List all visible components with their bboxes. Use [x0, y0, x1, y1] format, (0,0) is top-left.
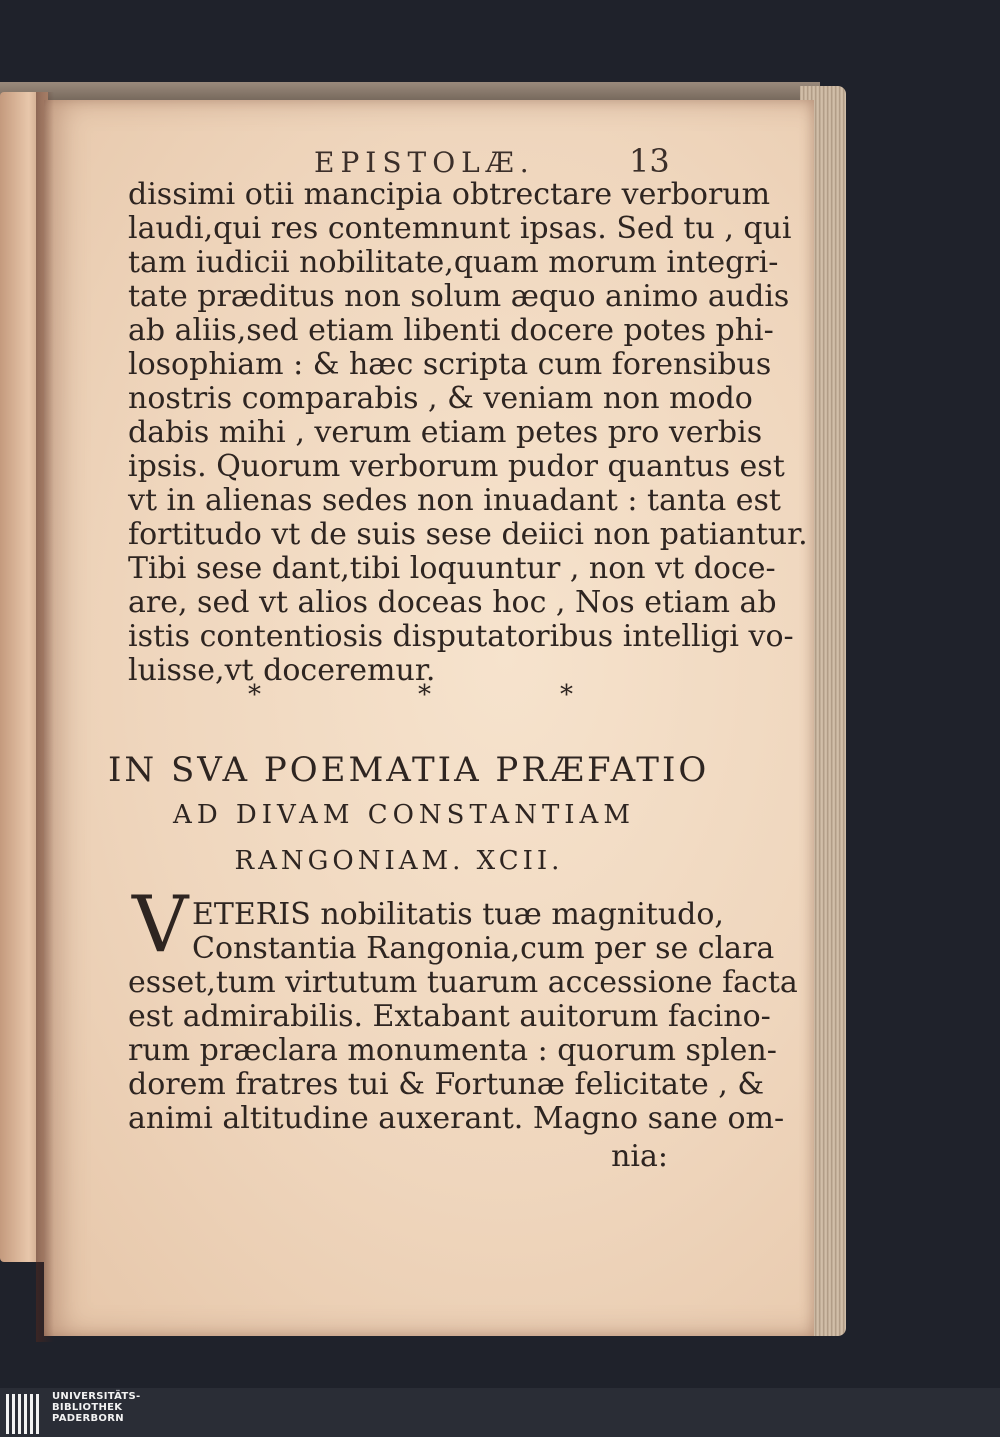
letter-line: esset,tum virtutum tuarum accessione facta	[128, 965, 798, 1000]
body-line: tate præditus non solum æquo animo audis	[128, 279, 790, 314]
body-line: luisse,vt doceremur.	[128, 653, 436, 688]
body-line: losophiam : & hæc scripta cum forensibus	[128, 347, 772, 382]
body-line: nostris comparabis , & veniam non modo	[128, 381, 753, 416]
running-head: EPISTOLÆ.	[314, 146, 535, 179]
letter-line: dorem fratres tui & Fortunæ felicitate , &	[128, 1067, 765, 1102]
letter-line: animi altitudine auxerant. Magno sane om-	[128, 1101, 785, 1136]
body-line: dissimi otii mancipia obtrectare verborum	[128, 177, 771, 212]
letter-line: est admirabilis. Extabant auitorum facino-	[128, 999, 771, 1034]
page-number: 13	[629, 142, 670, 180]
section-subheading: AD DIVAM CONSTANTIAM	[173, 800, 635, 830]
library-logo-icon	[6, 1394, 46, 1434]
footer-bar	[0, 1388, 1000, 1437]
body-line: ipsis. Quorum verborum pudor quantus est	[128, 449, 785, 484]
letter-line: Constantia Rangonia,cum per se clara	[192, 931, 775, 966]
separator-asterisk: *	[248, 680, 261, 710]
section-subheading: RANGONIAM. XCII.	[234, 846, 564, 876]
body-line: are, sed vt alios doceas hoc , Nos etiam ab	[128, 585, 777, 620]
section-heading: IN SVA POEMATIA PRÆFATIO	[108, 750, 710, 790]
separator-asterisk: *	[560, 680, 573, 710]
section-separator	[128, 680, 668, 710]
body-line: ab aliis,sed etiam libenti docere potes phi-	[128, 313, 774, 348]
body-line: laudi,qui res contemnunt ipsas. Sed tu , qui	[128, 211, 792, 246]
library-logo-text	[52, 1391, 141, 1424]
body-line: istis contentiosis disputatoribus intelligi vo-	[128, 619, 794, 654]
letter-line: ETERIS nobilitatis tuæ magnitudo,	[192, 897, 724, 932]
logo-line: PADERBORN	[52, 1413, 124, 1424]
body-line: Tibi sese dant,tibi loquuntur , non vt doce-	[128, 551, 776, 586]
spine-shadow	[36, 92, 54, 1342]
book-page	[44, 100, 814, 1336]
drop-cap: V	[132, 880, 189, 970]
catchword: nia:	[611, 1139, 668, 1174]
body-line: fortitudo vt de suis sese deiici non patiantur.	[128, 517, 808, 552]
separator-asterisk: *	[418, 680, 431, 710]
letter-line: rum præclara monumenta : quorum splen-	[128, 1033, 777, 1068]
logo-line: BIBLIOTHEK	[52, 1402, 123, 1413]
logo-line: UNIVERSITÄTS-	[52, 1391, 141, 1402]
body-line: dabis mihi , verum etiam petes pro verbis	[128, 415, 763, 450]
body-line: vt in alienas sedes non inuadant : tanta est	[128, 483, 781, 518]
body-line: tam iudicii nobilitate,quam morum integri-	[128, 245, 779, 280]
